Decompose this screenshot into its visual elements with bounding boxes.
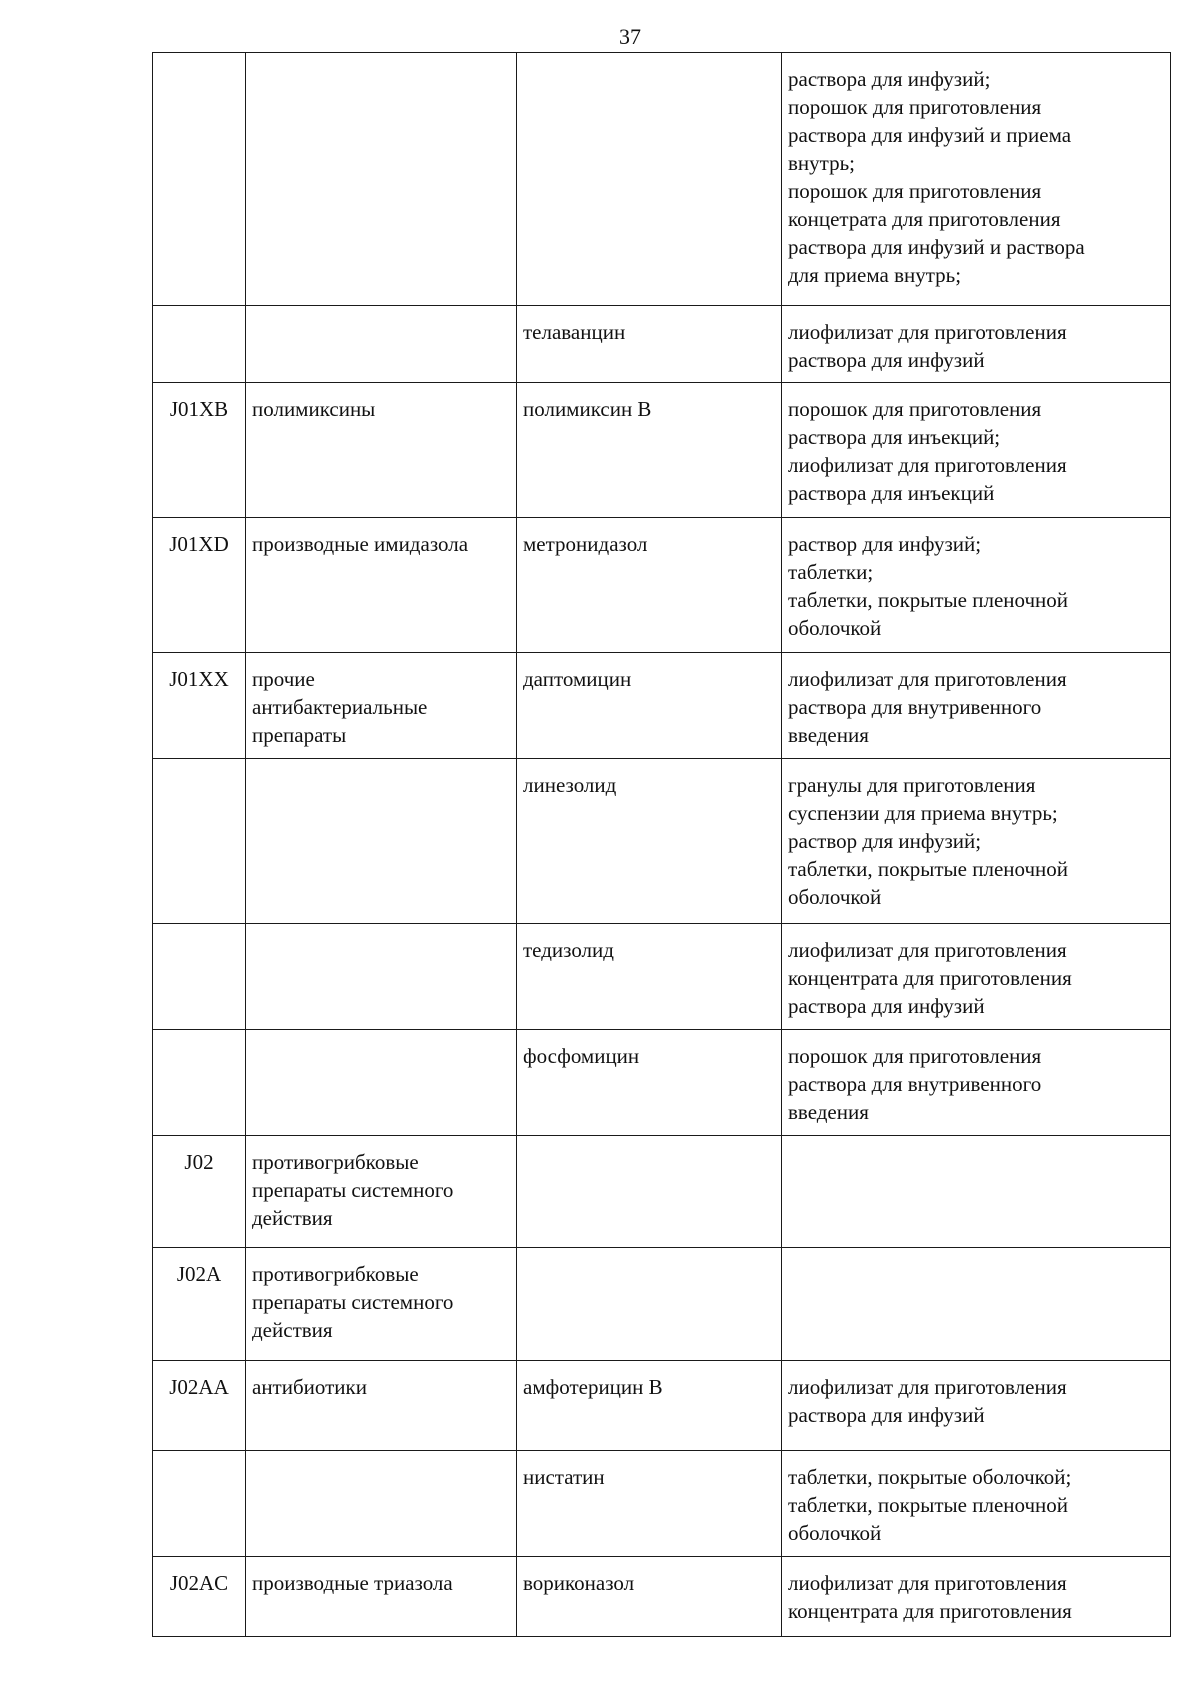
group-line: противогрибковые: [252, 1150, 419, 1175]
table-row: [153, 382, 1171, 517]
group-cell: [246, 759, 517, 924]
form-line: введения: [788, 1100, 869, 1125]
form-line: порошок для приготовления: [788, 179, 1042, 203]
table-row: [153, 518, 1171, 653]
form-line: раствор для инфузий;: [788, 532, 982, 556]
form-line: концентрата для приготовления: [788, 1599, 1072, 1624]
forms-cell: [782, 518, 1171, 653]
drug-line: тедизолид: [523, 938, 614, 963]
form-line: введения: [788, 723, 869, 748]
form-line: раствора для инфузий;: [788, 67, 991, 91]
form-line: оболочкой: [788, 1521, 882, 1546]
group-line: производные триазола: [252, 1571, 453, 1596]
atc-code-cell: [153, 382, 246, 517]
table-row: [153, 1136, 1171, 1247]
forms-cell: [782, 53, 1171, 306]
atc-code-cell: [153, 518, 246, 653]
form-line: лиофилизат для приготовления: [788, 1374, 1067, 1399]
form-line: концентрата для приготовления: [788, 966, 1072, 991]
drug-cell: [517, 305, 782, 382]
drug-cell: [517, 518, 782, 653]
group-line: действия: [252, 1317, 333, 1342]
atc-code-cell: [153, 759, 246, 924]
form-line: таблетки, покрытые пленочной: [788, 857, 1069, 882]
drug-cell: [517, 653, 782, 759]
drug-line: линезолид: [523, 773, 617, 798]
forms-cell: [782, 305, 1171, 382]
form-line: порошок для приготовления: [788, 396, 1042, 421]
atc-code: J02A: [176, 1261, 222, 1286]
group-line: препараты системного: [252, 1178, 454, 1203]
group-line: антибактериальные: [252, 695, 428, 720]
form-line: таблетки, покрытые оболочкой;: [788, 1465, 1072, 1490]
group-line: препараты: [252, 723, 347, 748]
form-line: раствора для инфузий и раствора: [788, 235, 1085, 259]
group-cell: [246, 382, 517, 517]
form-line: концетрата для приготовления: [788, 207, 1061, 231]
group-line: производные имидазола: [252, 532, 469, 556]
drug-cell: [517, 1247, 782, 1360]
group-line: прочие: [252, 667, 315, 692]
drug-cell: [517, 1030, 782, 1136]
drug-line: даптомицин: [523, 667, 632, 692]
drug-cell: [517, 1557, 782, 1637]
table-row: [153, 653, 1171, 759]
drug-cell: [517, 1451, 782, 1557]
group-cell: [246, 1451, 517, 1557]
form-line: таблетки, покрытые пленочной: [788, 588, 1069, 612]
form-line: лиофилизат для приготовления: [788, 1571, 1067, 1596]
group-cell: [246, 653, 517, 759]
form-line: раствора для инфузий: [788, 1402, 985, 1427]
table-row: [153, 53, 1171, 306]
form-line: оболочкой: [788, 885, 882, 910]
drug-cell: [517, 1136, 782, 1247]
form-line: порошок для приготовления: [788, 95, 1042, 119]
group-cell: [246, 1030, 517, 1136]
form-line: порошок для приготовления: [788, 1044, 1042, 1069]
atc-code-cell: [153, 1030, 246, 1136]
form-line: лиофилизат для приготовления: [788, 667, 1067, 692]
atc-code-cell: [153, 53, 246, 306]
form-line: раствор для инфузий;: [788, 829, 982, 854]
form-line: гранулы для приготовления: [788, 773, 1036, 798]
table-row: [153, 305, 1171, 382]
atc-code-cell: [153, 1247, 246, 1360]
atc-code: J01XD: [169, 532, 229, 556]
atc-code: J02AA: [169, 1374, 229, 1399]
forms-cell: [782, 1030, 1171, 1136]
drug-table: [152, 52, 1171, 1637]
form-line: для приема внутрь;: [788, 263, 962, 287]
group-line: полимиксины: [252, 396, 376, 421]
drug-line: вориконазол: [523, 1571, 635, 1596]
table-row: [153, 1557, 1171, 1637]
page-number: 37: [619, 24, 641, 49]
table-row: [153, 924, 1171, 1030]
drug-cell: [517, 924, 782, 1030]
atc-code-cell: [153, 1557, 246, 1637]
form-line: таблетки, покрытые пленочной: [788, 1493, 1069, 1518]
group-line: препараты системного: [252, 1289, 454, 1314]
group-cell: [246, 1557, 517, 1637]
drug-cell: [517, 382, 782, 517]
form-line: раствора для инфузий: [788, 994, 985, 1019]
forms-cell: [782, 1360, 1171, 1450]
form-line: лиофилизат для приготовления: [788, 452, 1067, 477]
forms-cell: [782, 382, 1171, 517]
drug-line: метронидазол: [523, 532, 648, 556]
table-body: [153, 53, 1171, 1637]
atc-code-cell: [153, 653, 246, 759]
group-line: действия: [252, 1206, 333, 1231]
drug-line: телаванцин: [523, 319, 626, 344]
group-cell: [246, 924, 517, 1030]
drug-line: нистатин: [523, 1465, 605, 1490]
group-cell: [246, 1247, 517, 1360]
atc-code: J02AC: [169, 1571, 229, 1596]
drug-cell: [517, 53, 782, 306]
table-row: [153, 1451, 1171, 1557]
table-row: [153, 1360, 1171, 1450]
drug-line: амфотерицин B: [523, 1374, 663, 1399]
forms-cell: [782, 924, 1171, 1030]
atc-code-cell: [153, 924, 246, 1030]
forms-cell: [782, 1451, 1171, 1557]
table-row: [153, 1247, 1171, 1360]
atc-code-cell: [153, 1360, 246, 1450]
group-cell: [246, 518, 517, 653]
group-cell: [246, 53, 517, 306]
form-line: раствора для инфузий и приема: [788, 123, 1072, 147]
atc-code: J01XX: [169, 667, 229, 692]
atc-code-cell: [153, 305, 246, 382]
forms-cell: [782, 1557, 1171, 1637]
drug-cell: [517, 1360, 782, 1450]
form-line: оболочкой: [788, 616, 882, 640]
drug-line: фосфомицин: [523, 1044, 640, 1069]
atc-code-cell: [153, 1136, 246, 1247]
group-line: противогрибковые: [252, 1261, 419, 1286]
forms-cell: [782, 1136, 1171, 1247]
form-line: раствора для инъекций;: [788, 424, 1001, 449]
forms-cell: [782, 759, 1171, 924]
form-line: лиофилизат для приготовления: [788, 319, 1067, 344]
forms-cell: [782, 653, 1171, 759]
drug-line: полимиксин B: [523, 396, 652, 421]
atc-code: J01XB: [169, 396, 229, 421]
form-line: внутрь;: [788, 151, 855, 175]
form-line: раствора для инъекций: [788, 480, 995, 505]
group-cell: [246, 305, 517, 382]
group-line: антибиотики: [252, 1374, 367, 1399]
group-cell: [246, 1136, 517, 1247]
form-line: раствора для внутривенного: [788, 695, 1042, 720]
form-line: лиофилизат для приготовления: [788, 938, 1067, 963]
group-cell: [246, 1360, 517, 1450]
atc-code-cell: [153, 1451, 246, 1557]
table-row: [153, 1030, 1171, 1136]
form-line: раствора для инфузий: [788, 347, 985, 372]
form-line: таблетки;: [788, 560, 874, 584]
form-line: суспензии для приема внутрь;: [788, 801, 1058, 826]
table-row: [153, 759, 1171, 924]
form-line: раствора для внутривенного: [788, 1072, 1042, 1097]
forms-cell: [782, 1247, 1171, 1360]
atc-code: J02: [184, 1150, 214, 1175]
drug-cell: [517, 759, 782, 924]
